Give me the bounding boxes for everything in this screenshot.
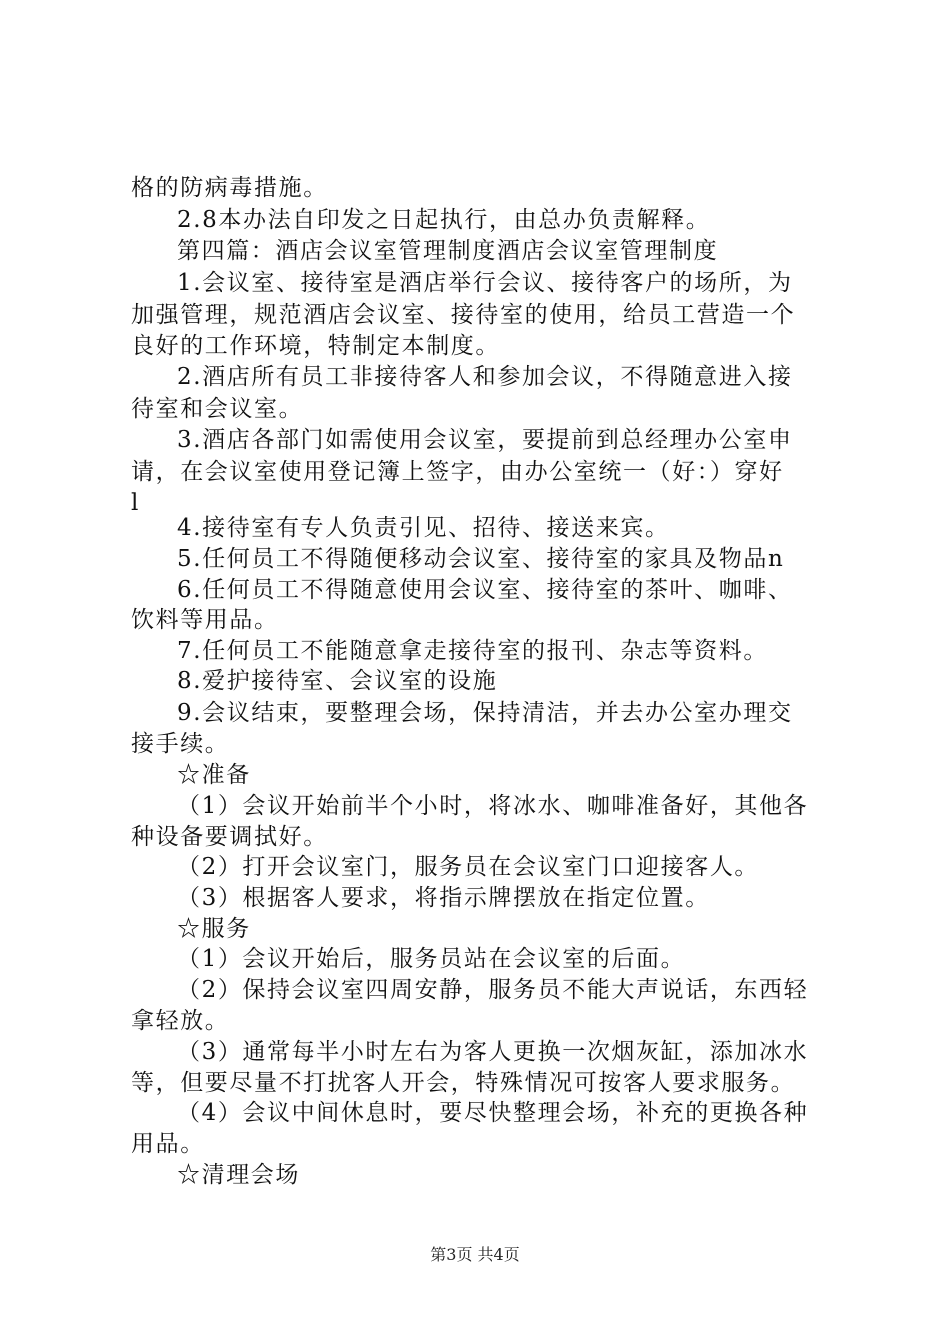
subheading-cleanup: ☆清理会场 [177, 1162, 300, 1188]
page-number: 第3页 共4页 [430, 1245, 520, 1264]
section-heading: 第四篇：酒店会议室管理制度酒店会议室管理制度 [177, 238, 719, 264]
text-line: 3.酒店各部门如需使用会议室，要提前到总经理办公室申 [177, 427, 793, 453]
text-line: 饮料等用品。 [131, 607, 279, 633]
text-line: 7.任何员工不能随意拿走接待室的报刊、杂志等资料。 [177, 638, 768, 664]
text-line: 加强管理，规范酒店会议室、接待室的使用，给员工营造一个 [131, 302, 796, 328]
text-line: 待室和会议室。 [131, 396, 304, 422]
text-line: （1）会议开始前半个小时，将冰水、咖啡准备好，其他各 [177, 793, 809, 819]
text-line: 2.8本办法自印发之日起执行，由总办负责解释。 [177, 207, 711, 233]
text-line: 格的防病毒措施。 [131, 175, 328, 201]
text-line: 1.会议室、接待室是酒店举行会议、接待客户的场所，为 [177, 270, 793, 296]
text-line: 2.酒店所有员工非接待客人和参加会议，不得随意进入接 [177, 364, 793, 390]
text-line: （4）会议中间休息时，要尽快整理会场，补充的更换各种 [177, 1100, 809, 1126]
text-line: （2）保持会议室四周安静，服务员不能大声说话，东西轻 [177, 977, 809, 1003]
subheading-prepare: ☆准备 [177, 762, 251, 788]
subheading-service: ☆服务 [177, 916, 251, 942]
text-line: 5.任何员工不得随便移动会议室、接待室的家具及物品n [177, 546, 785, 572]
text-line: 接手续。 [131, 731, 230, 757]
text-line: 种设备要调拭好。 [131, 824, 328, 850]
text-line: 等，但要尽量不打扰客人开会，特殊情况可按客人要求服务。 [131, 1070, 796, 1096]
text-line: 9.会议结束，要整理会场，保持清洁，并去办公室办理交 [177, 700, 793, 726]
text-line: l [131, 490, 140, 516]
text-line: 用品。 [131, 1131, 205, 1157]
text-line: 4.接待室有专人负责引见、招待、接送来宾。 [177, 515, 670, 541]
text-line: （2）打开会议室门，服务员在会议室门口迎接客人。 [177, 854, 760, 880]
text-line: 良好的工作环境，特制定本制度。 [131, 333, 500, 359]
text-line: （3）根据客人要求，将指示牌摆放在指定位置。 [177, 885, 710, 911]
text-line: （3）通常每半小时左右为客人更换一次烟灰缸，添加冰水 [177, 1039, 809, 1065]
text-line: 请，在会议室使用登记簿上签字，由办公室统一（好：）穿好 [131, 459, 784, 485]
text-line: 拿轻放。 [131, 1008, 230, 1034]
text-line: 8.爱护接待室、会议室的设施 [177, 668, 498, 694]
text-line: （1）会议开始后，服务员站在会议室的后面。 [177, 946, 686, 972]
text-line: 6.任何员工不得随意使用会议室、接待室的茶叶、咖啡、 [177, 577, 793, 603]
